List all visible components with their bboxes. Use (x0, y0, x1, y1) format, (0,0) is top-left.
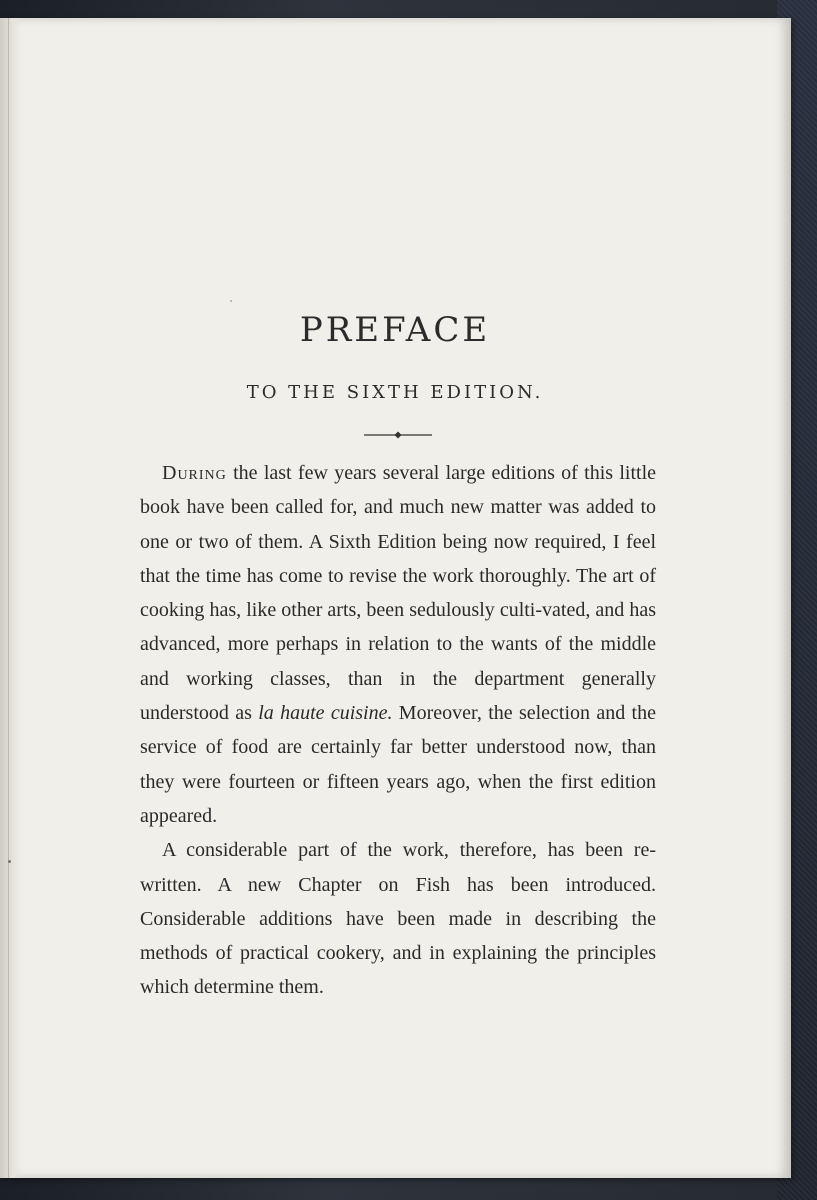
book-page (0, 18, 791, 1178)
paragraph-2: A considerable part of the work, therefore, has been re-written. A new Chapter on Fish has been introduced. Considerable additions have been made in describing the methods of practical cookery, and in explaining the principles which determine them. (140, 839, 656, 999)
gutter-line (8, 18, 9, 1178)
paragraph-1-text-a: the last few years several large editions of this little book have been called for, and much new matter was added to one or two of them. A Sixth Edition being now required, I feel that the time has come to revise the work thoroughly. The art of cooking has, like other arts, been sedulously culti-vated, and has advanced, more perhaps in relation to the wants of the middle and working classes, than in the department generally understood as (140, 462, 656, 725)
paragraph-1-italic: la haute cuisine. (258, 702, 393, 725)
paragraph-1 (140, 456, 656, 833)
paper-fleck (230, 300, 232, 302)
page-gutter (0, 18, 22, 1178)
drop-word: During (162, 462, 227, 484)
page-title: PREFACE (299, 310, 491, 350)
paragraph-1-text-b: Moreover, the selection and the service of food are certainly far better understood now, than they were fourteen or fifteen years ago, when the first edition appeared. (140, 702, 656, 827)
ornamental-rule (364, 430, 432, 440)
page-subtitle: TO THE SIXTH EDITION. (246, 382, 544, 403)
paper-fleck (8, 860, 11, 863)
ornament-diamond-icon (364, 430, 432, 440)
preface-body (140, 456, 656, 1005)
